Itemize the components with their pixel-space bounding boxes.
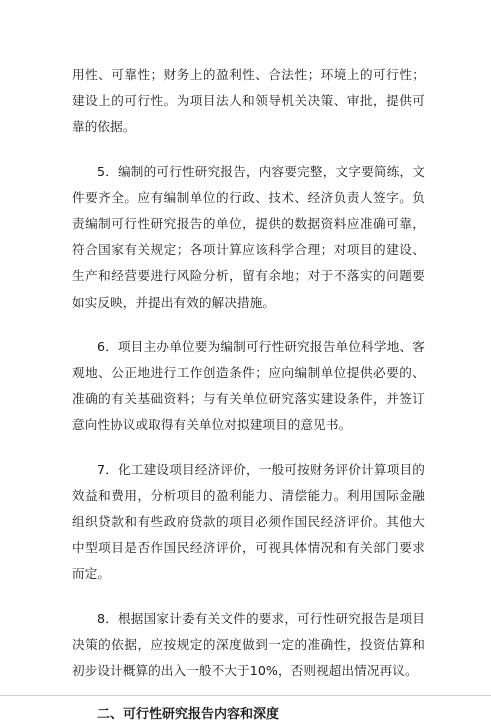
paragraph-item-7: 7．化工建设项目经济评价，一般可按财务评价计算项目的效益和费用，分析项目的盈利能力、清偿能力。利用国际金融组织贷款和有些政府贷款的项目必须作国民经济评价。其他大中型项目是否作国民经济评价，可视具体情况和有关部门要求而定。: [72, 461, 425, 582]
section-heading: 二、可行性研究报告内容和深度: [97, 707, 280, 723]
paragraph-item-8: 8．根据国家计委有关文件的要求，可行性研究报告是项目决策的依据，应按规定的深度做到一定的准确性，投资估算和初步设计概算的出入一般不大于10%，否则视超出情况再议。: [72, 610, 425, 679]
paragraph-continuation: 用性、可靠性；财务上的盈利性、合法性；环境上的可行性；建设上的可行性。为项目法人和领导机关决策、审批，提供可靠的依据。: [72, 67, 425, 135]
paragraph-item-6: 6．项目主办单位要为编制可行性研究报告单位科学地、客观地、公正地进行工作创造条件；应向编制单位提供必要的、准确的有关基础资料；与有关单位研究落实建设条件，并签订意向性协议或取得有关单位对拟建项目的意见书。: [72, 338, 425, 433]
paragraph-item-5: 5．编制的可行性研究报告，内容要完整，文字要简练，文件要齐全。应有编制单位的行政、技术、经济负责人签字。负责编制可行性研究报告的单位，提供的数据资料应准确可靠，符合国家有关规定；各项计算应该科学合理；对项目的建设、生产和经营要进行风险分析，留有余地；对于不落实的问题要如实反映，并提出有效的解决措施。: [72, 163, 425, 310]
